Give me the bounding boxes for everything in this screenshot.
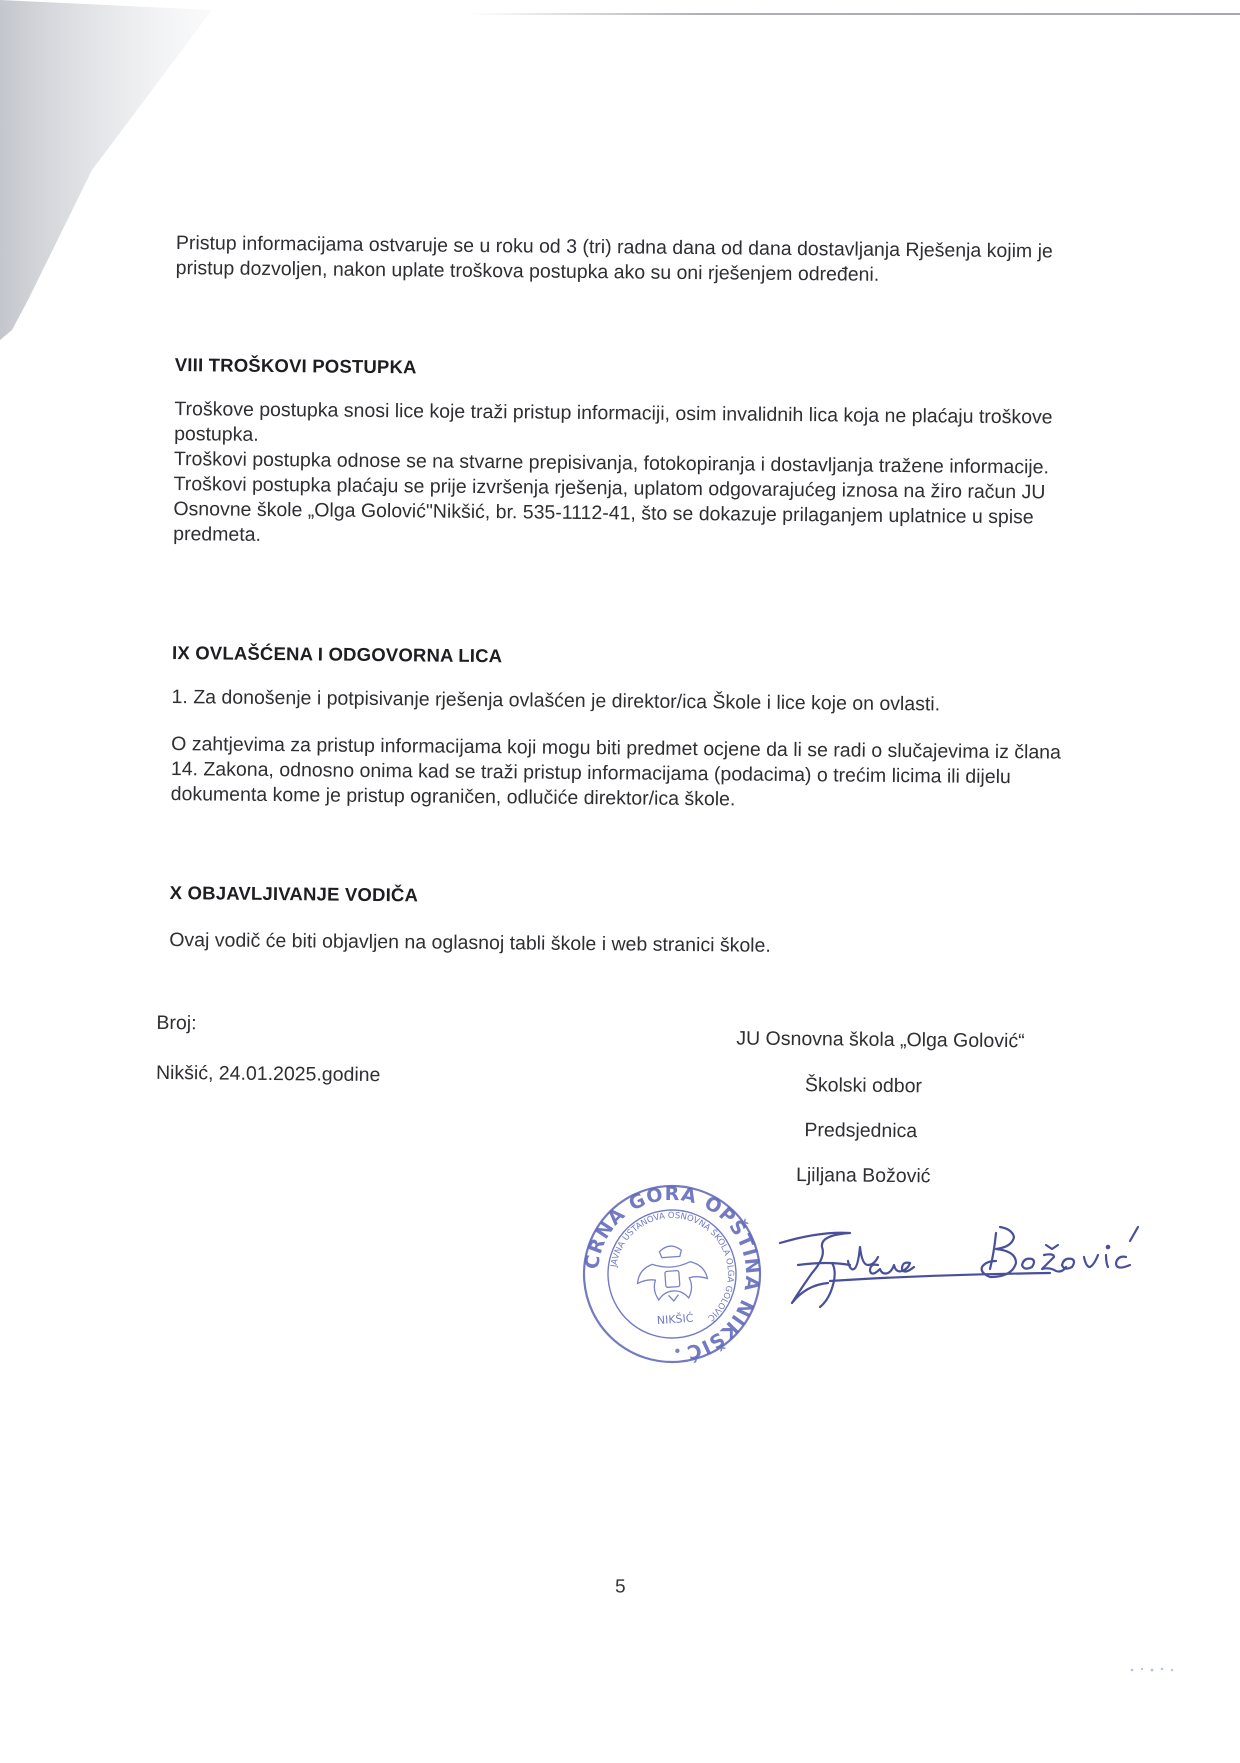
signatory-body: Školski odbor: [804, 1074, 923, 1098]
paragraph-authorized-decisions: [171, 732, 1102, 816]
paragraph-access-deadline: [176, 231, 1106, 290]
paragraph-authorized-item: [171, 685, 1101, 719]
section-heading-authorized-persons: IX OVLAŠĆENA I ODGOVORNA LICA: [171, 642, 503, 667]
broj-label: Broj:: [156, 1011, 197, 1035]
text-line: Troškovi postupka plaćaju se prije izvršenja rješenja, uplatom odgovarajućeg iznosa na žiro račun JU: [173, 473, 1046, 504]
svg-text:CRNA GORA OPŠTINA NIKŠIĆ: CRNA GORA OPŠTINA NIKŠIĆ: [580, 1182, 764, 1364]
text-line: Troškove postupka snosi lice koje traži pristup informaciji, osim invalidnih lica koja ne plaćaju troškove: [174, 398, 1053, 429]
text-line: 14. Zakona, odnosno onima kad se traži pristup informacijama (podacima) o trećim licima ili dijelu: [170, 758, 1011, 789]
text-line: Troškovi postupka odnose se na stvarne prepisivanja, fotokopiranja i dostavljanja tražene informacije.: [173, 448, 1050, 479]
signatory-institution: JU Osnovna škola „Olga Golović“: [736, 1027, 1025, 1053]
svg-text:NIKŠIĆ: NIKŠIĆ: [656, 1311, 694, 1328]
text-line: dokumenta kome je pristup ograničen, odlučiće direktor/ica škole.: [170, 783, 736, 811]
signatory-role: Predsjednica: [804, 1119, 918, 1143]
place-date: Nikšić, 24.01.2025.godine: [155, 1061, 381, 1087]
text-line: Osnovne škole „Olga Golović"Nikšić, br. 535-1112-41, što se dokazuje prilaganjem uplatnice u spise: [173, 498, 1034, 529]
text-line: postupka.: [174, 423, 259, 446]
section-heading-publication: X OBJAVLJIVANJE VODIČA: [169, 882, 419, 906]
section-heading-costs: VIII TROŠKOVI POSTUPKA: [174, 354, 417, 378]
paragraph-publication: [169, 928, 1099, 962]
signatory-name: Ljiljana Božović: [795, 1164, 931, 1188]
handwritten-signature-icon: [770, 1215, 1170, 1325]
page-number: 5: [614, 1576, 626, 1598]
svg-text:JAVNA USTANOVA OSNOVNA ŠKOLA O: JAVNA USTANOVA OSNOVNA ŠKOLA OLGA GOLOVIĆ: [609, 1210, 736, 1323]
text-line: pristup dozvoljen, nakon uplate troškova postupka ako su oni rješenjem određeni.: [175, 257, 880, 286]
text-line: O zahtjevima za pristup informacijama koji mogu biti predmet ocjene da li se radi o slučajevima iz člana: [171, 733, 1062, 764]
scan-specks: [1128, 1664, 1188, 1674]
text-line: Ovaj vodič će biti objavljen na oglasnoj tabli škole i web stranici škole.: [169, 929, 771, 957]
text-line: predmeta.: [173, 523, 262, 546]
text-line: 1. Za donošenje i potpisivanje rješenja ovlašćen je direktor/ica Škole i lice koje on ovlasti.: [171, 686, 941, 716]
paragraph-costs: [173, 397, 1104, 556]
text-line: Pristup informacijama ostvaruje se u roku od 3 (tri) radna dana od dana dostavljanja Rješenja kojim je: [175, 232, 1053, 263]
official-seal-icon: [575, 1177, 769, 1371]
